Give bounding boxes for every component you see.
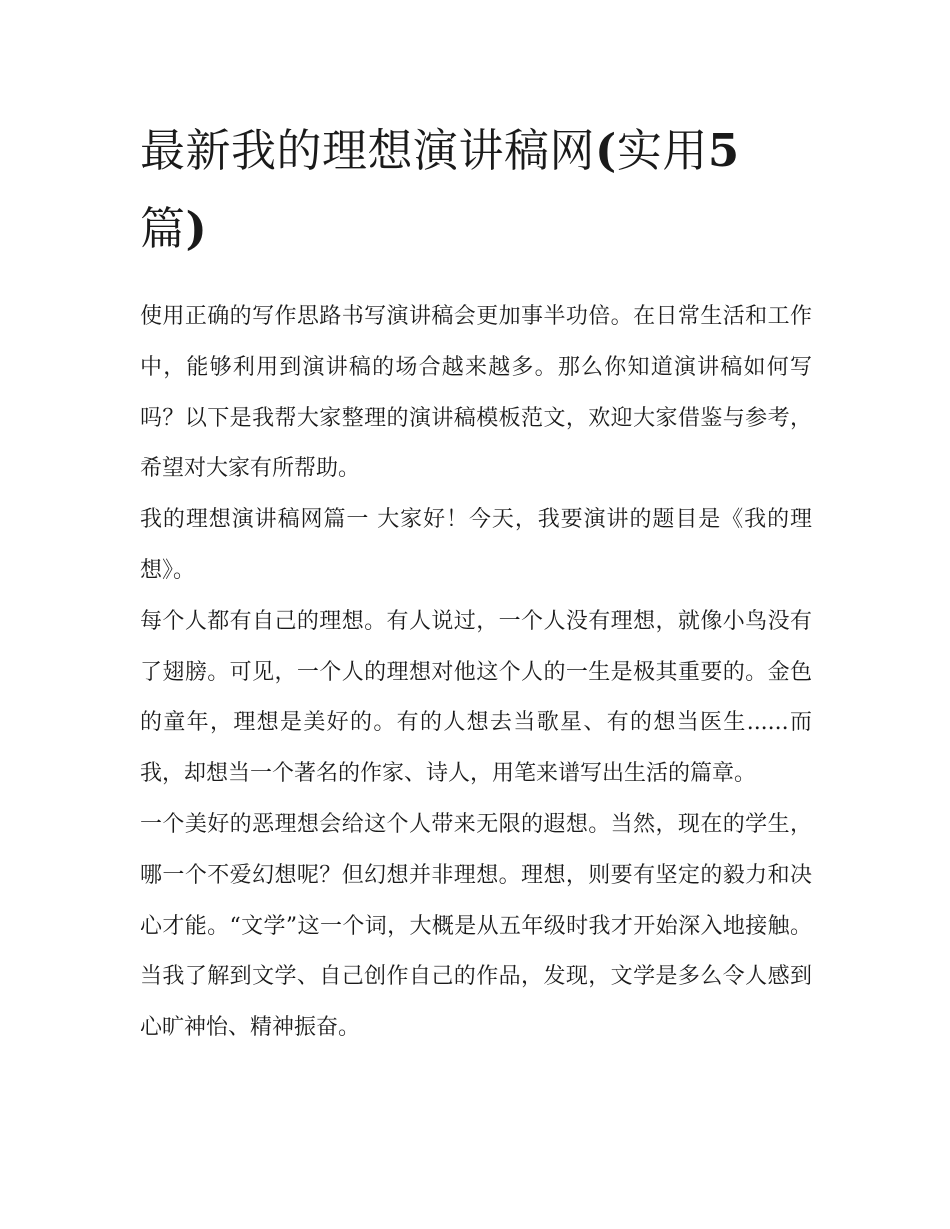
title-pian: 篇 — [140, 202, 186, 255]
paragraph-literature: 一个美好的恶理想会给这个人带来无限的遐想。当然，现在的学生，哪一个不爱幻想呢？但幻想并非理想。理想，则要有坚定的毅力和决心才能。“文学”这一个词，大概是从五年级时我才开始深入地接触。当我了解到文学、自己创作自己的作品，发现，文学是多么令人感到心旷神怡、精神振奋。 — [140, 811, 812, 1041]
title-close-paren: ) — [185, 202, 208, 255]
title-practical: 实用 — [616, 124, 708, 177]
document-title — [140, 112, 812, 268]
document-body — [140, 292, 812, 1054]
title-open-paren: ( — [595, 124, 617, 177]
paragraph-intro: 使用正确的写作思路书写演讲稿会更加事半功倍。在日常生活和工作中，能够利用到演讲稿的场合越来越多。那么你知道演讲稿如何写吗？以下是我帮大家整理的演讲稿模板范文，欢迎大家借鉴与参考，希望对大家有所帮助。 — [140, 304, 812, 482]
document-page — [140, 112, 812, 1054]
title-text: 最新我的理想演讲稿网 — [140, 124, 596, 177]
paragraph-ideals: 每个人都有自己的理想。有人说过，一个人没有理想，就像小鸟没有了翅膀。可见，一个人的理想对他这个人的一生是极其重要的。金色的童年，理想是美好的。有的人想去当歌星、有的想当医生......而我，却想当一个著名的作家、诗人，用笔来谱写出生活的篇章。 — [140, 608, 812, 787]
title-number: 5 — [707, 124, 740, 177]
paragraph-greeting: 我的理想演讲稿网篇一 大家好！今天，我要演讲的题目是《我的理想》。 — [140, 507, 812, 583]
